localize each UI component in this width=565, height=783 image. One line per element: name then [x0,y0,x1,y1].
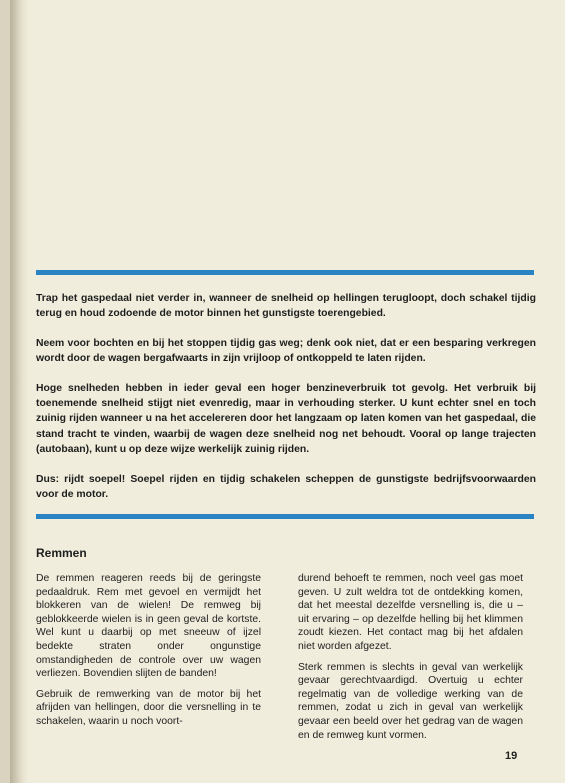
middle-divider [36,514,534,519]
paragraph-gaspedal: Trap het gaspedaal niet verder in, wanneer de snelheid op hellingen terugloopt, doch schakel tijdig terug en houd zodoende de motor binnen het gunstigste toerengebied. [36,293,536,320]
left-paragraph-1: De remmen reageren reeds bij de geringste pedaaldruk. Rem met gevoel en vermijdt het blokkeren van de wielen! De remweg bij geblokkeerde wielen is in geen geval de kortste. Wel kunt u daarbij op met sneeuw of ijzel bedekte straten onder ongunstige omstandigheden de controle over uw wagen verliezen. Bovendien slijten de banden! [36,573,261,680]
left-paragraph-2: Gebruik de remwerking van de motor bij het afrijden van hellingen, door die versnelling in te schakelen, waarin u noch voort- [36,688,261,727]
right-paragraph-1: durend behoeft te remmen, noch veel gas moet geven. U zult weldra tot de ontdekking komen, dat het meestal dezelfde versnelling is, die u – uit ervaring – op dezelfde helling bij het klimmen zoudt kiezen. Het contact mag bij het afdalen niet worden afgezet. [298,573,523,652]
top-divider [36,270,534,275]
paragraph-soepel: Dus: rijdt soepel! Soepel rijden en tijdig schakelen scheppen de gunstigste bedrijfsvoorwaarden voor de motor. [36,474,536,501]
right-paragraph-2: Sterk remmen is slechts in geval van werkelijk gevaar gerechtvaardigd. Overtuig u echter regelmatig van de volledige werking van de remmen, zodat u zich in geval van werkelijk gevaar een beeld over het gedrag van de wagen en de remweg kunt vormen. [298,661,523,741]
right-column [298,572,523,749]
left-column [36,572,261,736]
section-heading: Remmen [36,546,87,560]
paragraph-snelheden: Hoge snelheden hebben in ieder geval een hoger benzineverbruik tot gevolg. Het verbruik bij toenemende snelheid stijgt niet evenredig, maar in verhouding sterker. U kunt echter snel en toch zuinig rijden wanneer u na het accelereren door het langzaam op laten komen van het gaspedaal, die stand tracht te vinden, waarbij de wagen deze snelheid nog net behoudt. Vooral op lange trajecten (autobaan), kunt u op deze wijze werkelijk zuinig rijden. [36,383,536,455]
page-spine [10,0,28,783]
page-number: 19 [505,750,518,762]
paragraph-bochten: Neem voor bochten en bij het stoppen tijdig gas weg; denk ook niet, dat er een besparing verkregen wordt door de wagen bergafwaarts in zijn vrijloop of ontkoppeld te laten rijden. [36,338,536,365]
